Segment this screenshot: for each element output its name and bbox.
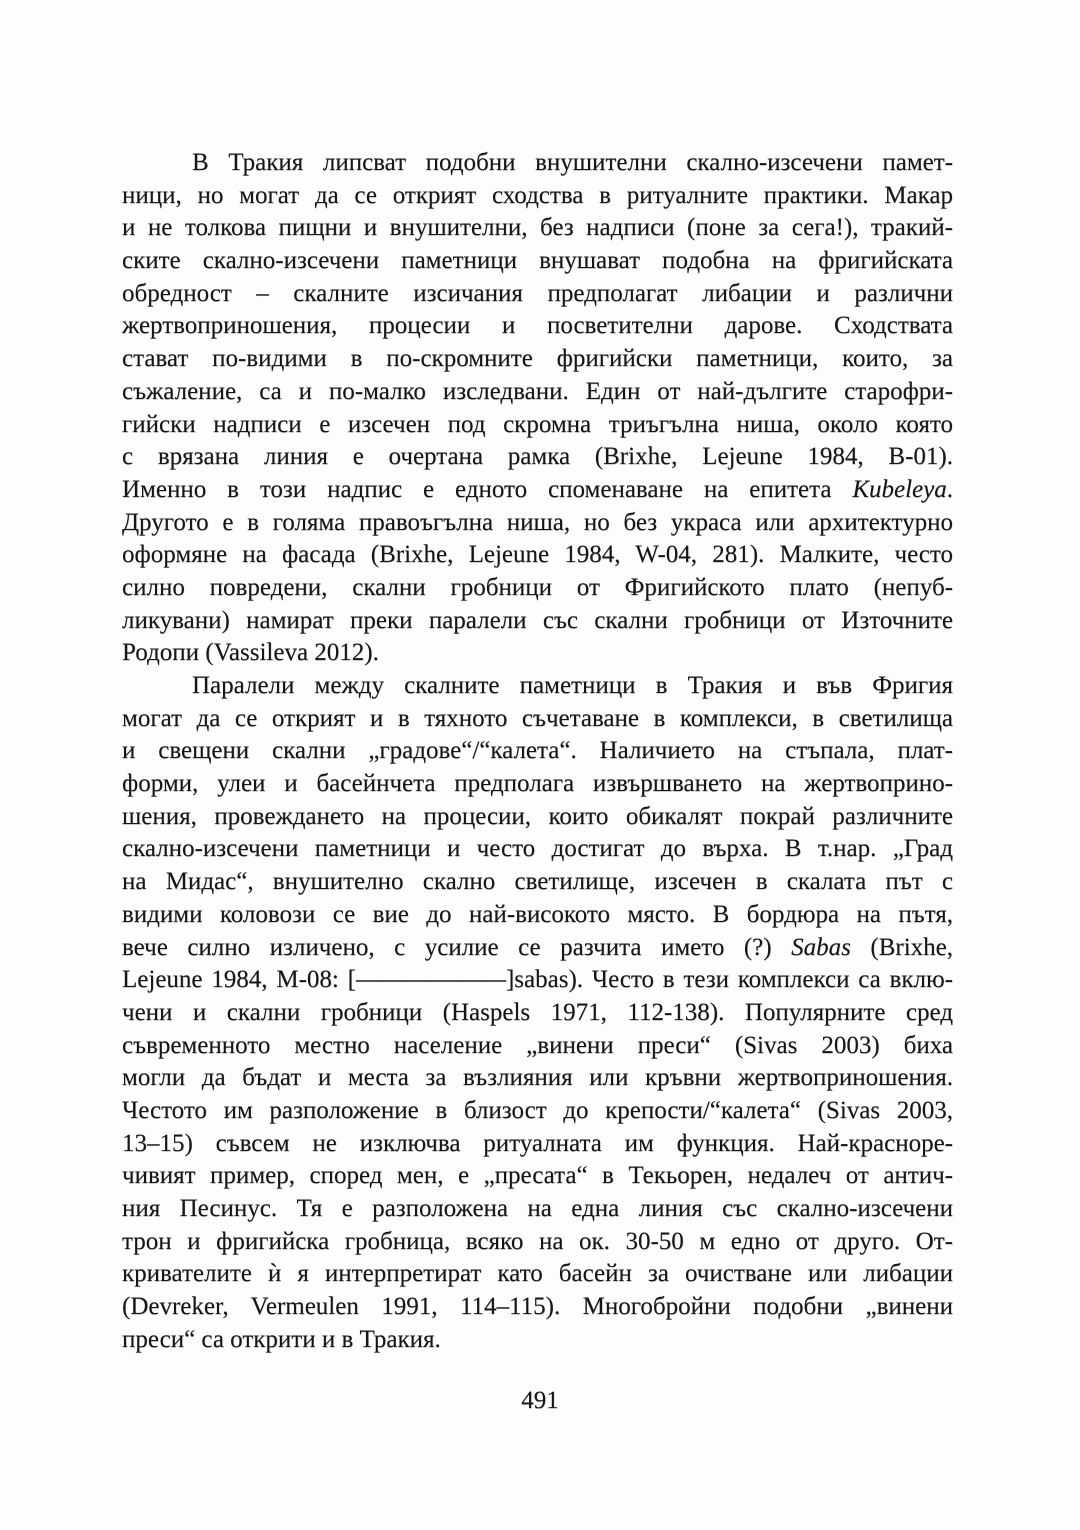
text-line [122, 899, 953, 932]
text-segment: . [946, 475, 953, 503]
text-line [122, 1193, 953, 1226]
text-segment: Родопи (Vassileva 2012). [122, 639, 379, 667]
text-segment: и не толкова пищни и внушителни, без надписи (поне за сега!), тракий- [122, 214, 953, 242]
text-segment: ликувани) намират преки паралели със скални гробници от Източните [122, 606, 953, 634]
text-line [122, 1095, 953, 1128]
text-segment: силно повредени, скални гробници от Фригийското плато (непуб- [122, 573, 953, 601]
text-line [122, 1062, 953, 1095]
text-line [122, 801, 953, 834]
text-segment: гийски надписи е изсечен под скромна триъгълна ниша, около която [122, 410, 953, 438]
text-line [122, 866, 953, 899]
text-line [122, 507, 953, 540]
text-line [122, 147, 953, 180]
text-line [122, 768, 953, 801]
text-segment: на Мидас“, внушително скално светилище, изсечен в скалата път с [122, 868, 953, 896]
text-line [122, 735, 953, 768]
text-segment: скално-изсечени паметници и често достигат до върха. В т.нар. „Град [122, 835, 953, 863]
text-segment: Другото е в голяма правоъгълна ниша, но без украса или архитектурно [122, 508, 953, 536]
text-segment: ските скално-изсечени паметници внушават подобна на фригийската [122, 247, 953, 275]
text-segment: Lejeune 1984, M-08: [——————]sabas). Често в тези комплекси са вклю- [122, 966, 953, 994]
text-line [122, 474, 953, 507]
text-segment: стават по-видими в по-скромните фригийски паметници, които, за [122, 345, 953, 373]
italic-text: Kubeleya [852, 475, 947, 503]
text-line [122, 670, 953, 703]
text-line [122, 833, 953, 866]
text-segment: оформяне на фасада (Brixhe, Lejeune 1984, W-04, 281). Малките, често [122, 541, 953, 569]
text-segment: Именно в този надпис е едното споменаване на епитета [122, 475, 853, 503]
paragraph-1 [122, 147, 953, 670]
text-line [122, 637, 953, 670]
text-line [122, 539, 953, 572]
text-line [122, 1258, 953, 1291]
text-segment: вече силно изличено, с усилие се разчита името (?) [122, 933, 792, 961]
text-line [122, 1160, 953, 1193]
text-line [122, 703, 953, 736]
text-segment: могли да бъдат и места за възлияния или кръвни жертвоприношения. [122, 1064, 953, 1092]
text-segment: видими коловози се вие до най-високото място. В бордюра на пътя, [122, 900, 953, 928]
text-segment: с врязана линия е очертана рамка (Brixhe, Lejeune 1984, B-01). [122, 443, 953, 471]
text-segment: Паралели между скалните паметници в Тракия и във Фригия [192, 672, 953, 699]
text-line [122, 278, 953, 311]
text-line [122, 409, 953, 442]
text-segment: съвременното местно население „винени преси“ (Sivas 2003) биха [122, 1031, 953, 1059]
text-segment: трон и фригийска гробница, всяко на ок. 30-50 м едно от друго. От- [122, 1227, 953, 1255]
text-segment: ния Песинус. Тя е разположена на една линия със скално-изсечени [122, 1195, 953, 1222]
text-line [122, 964, 953, 997]
text-segment: обредност – скалните изсичания предполагат либации и различни [122, 279, 953, 307]
text-segment: шения, провеждането на процесии, които обикалят покрай различните [122, 802, 953, 830]
text-segment: 13–15) съвсем не изключва ритуалната им функция. Най-красноре- [122, 1129, 953, 1157]
text-segment: форми, улеи и басейнчета предполага извършването на жертвоприно- [122, 770, 953, 798]
text-segment: чени и скални гробници (Haspels 1971, 112-138). Популярните сред [122, 998, 953, 1026]
text-line [122, 997, 953, 1030]
text-line [122, 1030, 953, 1063]
text-line [122, 310, 953, 343]
text-line [122, 1128, 953, 1161]
text-segment: ници, но могат да се открият сходства в ритуалните практики. Макар [122, 181, 953, 209]
text-line [122, 441, 953, 474]
text-line [122, 932, 953, 965]
text-segment: В Тракия липсват подобни внушителни скално-изсечени памет- [192, 149, 953, 176]
text-line [122, 1324, 953, 1357]
text-segment: преси“ са открити и в Тракия. [122, 1325, 441, 1353]
text-line [122, 245, 953, 278]
text-segment: могат да се открият и в тяхното съчетаване в комплекси, в светилища [122, 704, 953, 732]
text-segment: кривателите ѝ я интерпретират като басейн за очистване или либации [122, 1260, 953, 1288]
text-line [122, 1291, 953, 1324]
text-line [122, 572, 953, 605]
text-line [122, 1226, 953, 1259]
text-block [122, 147, 953, 1356]
text-segment: Честото им разположение в близост до крепости/“калета“ (Sivas 2003, [122, 1096, 953, 1124]
text-line [122, 376, 953, 409]
text-segment: (Brixhe, [850, 933, 953, 961]
text-line [122, 212, 953, 245]
text-segment: чивият пример, според мен, е „пресата“ в Текьорен, недалеч от антич- [122, 1162, 953, 1190]
italic-text: Sabas [791, 933, 851, 961]
text-line [122, 180, 953, 213]
text-segment: съжаление, са и по-малко изследвани. Един от най-дългите старофри- [122, 377, 953, 405]
paragraph-2 [122, 670, 953, 1356]
text-segment: жертвоприношения, процесии и посветителни дарове. Сходствата [122, 312, 953, 340]
page-number: 491 [521, 1387, 559, 1414]
text-line [122, 343, 953, 376]
text-line [122, 605, 953, 638]
text-segment: и свещени скални „градове“/“калета“. Наличието на стъпала, плат- [122, 737, 953, 765]
text-segment: (Devreker, Vermeulen 1991, 114–115). Многобройни подобни „винени [122, 1293, 953, 1321]
